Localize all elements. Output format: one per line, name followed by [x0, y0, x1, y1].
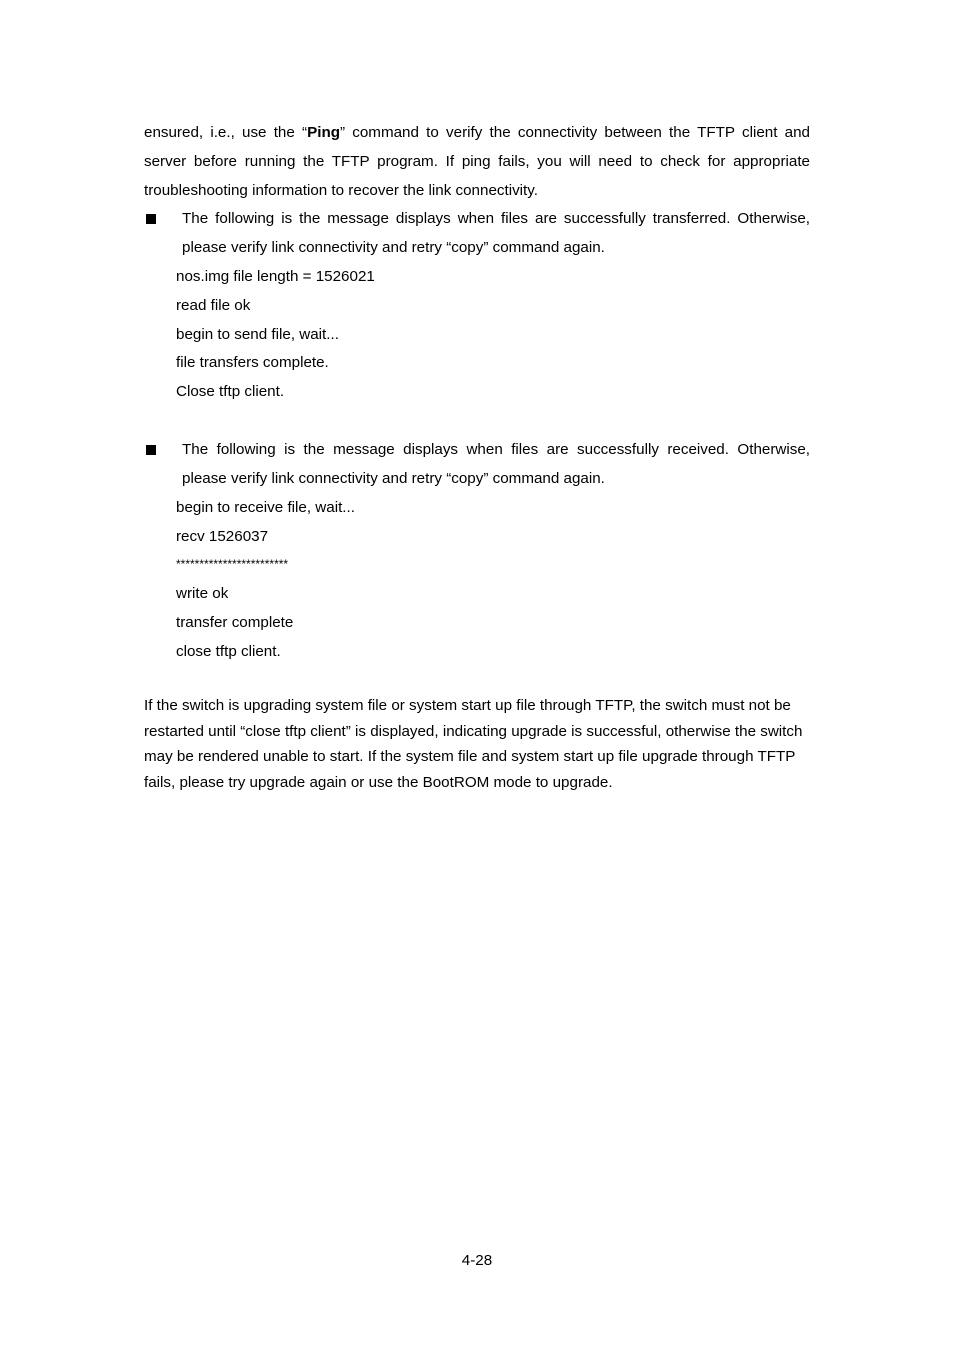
receive-output-line: close tftp client. — [176, 643, 281, 660]
ping-command: Ping — [307, 124, 340, 141]
square-bullet-icon — [146, 445, 156, 455]
transfer-output-line: file transfers complete. — [176, 354, 329, 371]
intro-text-after: ” command to verify the connectivity between the TFTP client and server before running the TFTP program. If ping fails, you will need to check for appropriate troubleshooting information to recover the link connectivity. — [144, 124, 810, 199]
receive-output-line: recv 1526037 — [176, 528, 269, 545]
receive-output-line: transfer complete — [176, 614, 294, 631]
intro-paragraph — [144, 119, 810, 205]
intro-text-before: ensured, i.e., use the “ — [144, 124, 308, 141]
square-bullet-icon — [146, 214, 156, 224]
page-number: 4-28 — [461, 1252, 493, 1269]
receive-output-line: begin to receive file, wait... — [176, 499, 355, 516]
transfer-output-line: begin to send file, wait... — [176, 326, 339, 343]
bullet-receive-text: The following is the message displays when files are successfully received. Otherwise, please verify link connectivity and retry “copy” command again. — [182, 441, 810, 487]
receive-output-line: ************************ — [176, 557, 289, 571]
bullet-transfer-text: The following is the message displays when files are successfully transferred. Otherwise, please verify link connectivity and retry “copy” command again. — [182, 210, 810, 256]
closing-paragraph: If the switch is upgrading system file or system start up file through TFTP, the switch must not be restarted until “close tftp client” is displayed, indicating upgrade is successful, otherwise the switch may be rendered unable to start. If the system file and system start up file upgrade through TFTP fails, please try upgrade again or use the BootROM mode to upgrade. — [144, 697, 803, 792]
transfer-output-line: nos.img file length = 1526021 — [176, 268, 375, 285]
transfer-output-line: Close tftp client. — [176, 383, 285, 400]
transfer-output-line: read file ok — [176, 297, 251, 314]
receive-output-line: write ok — [176, 585, 229, 602]
